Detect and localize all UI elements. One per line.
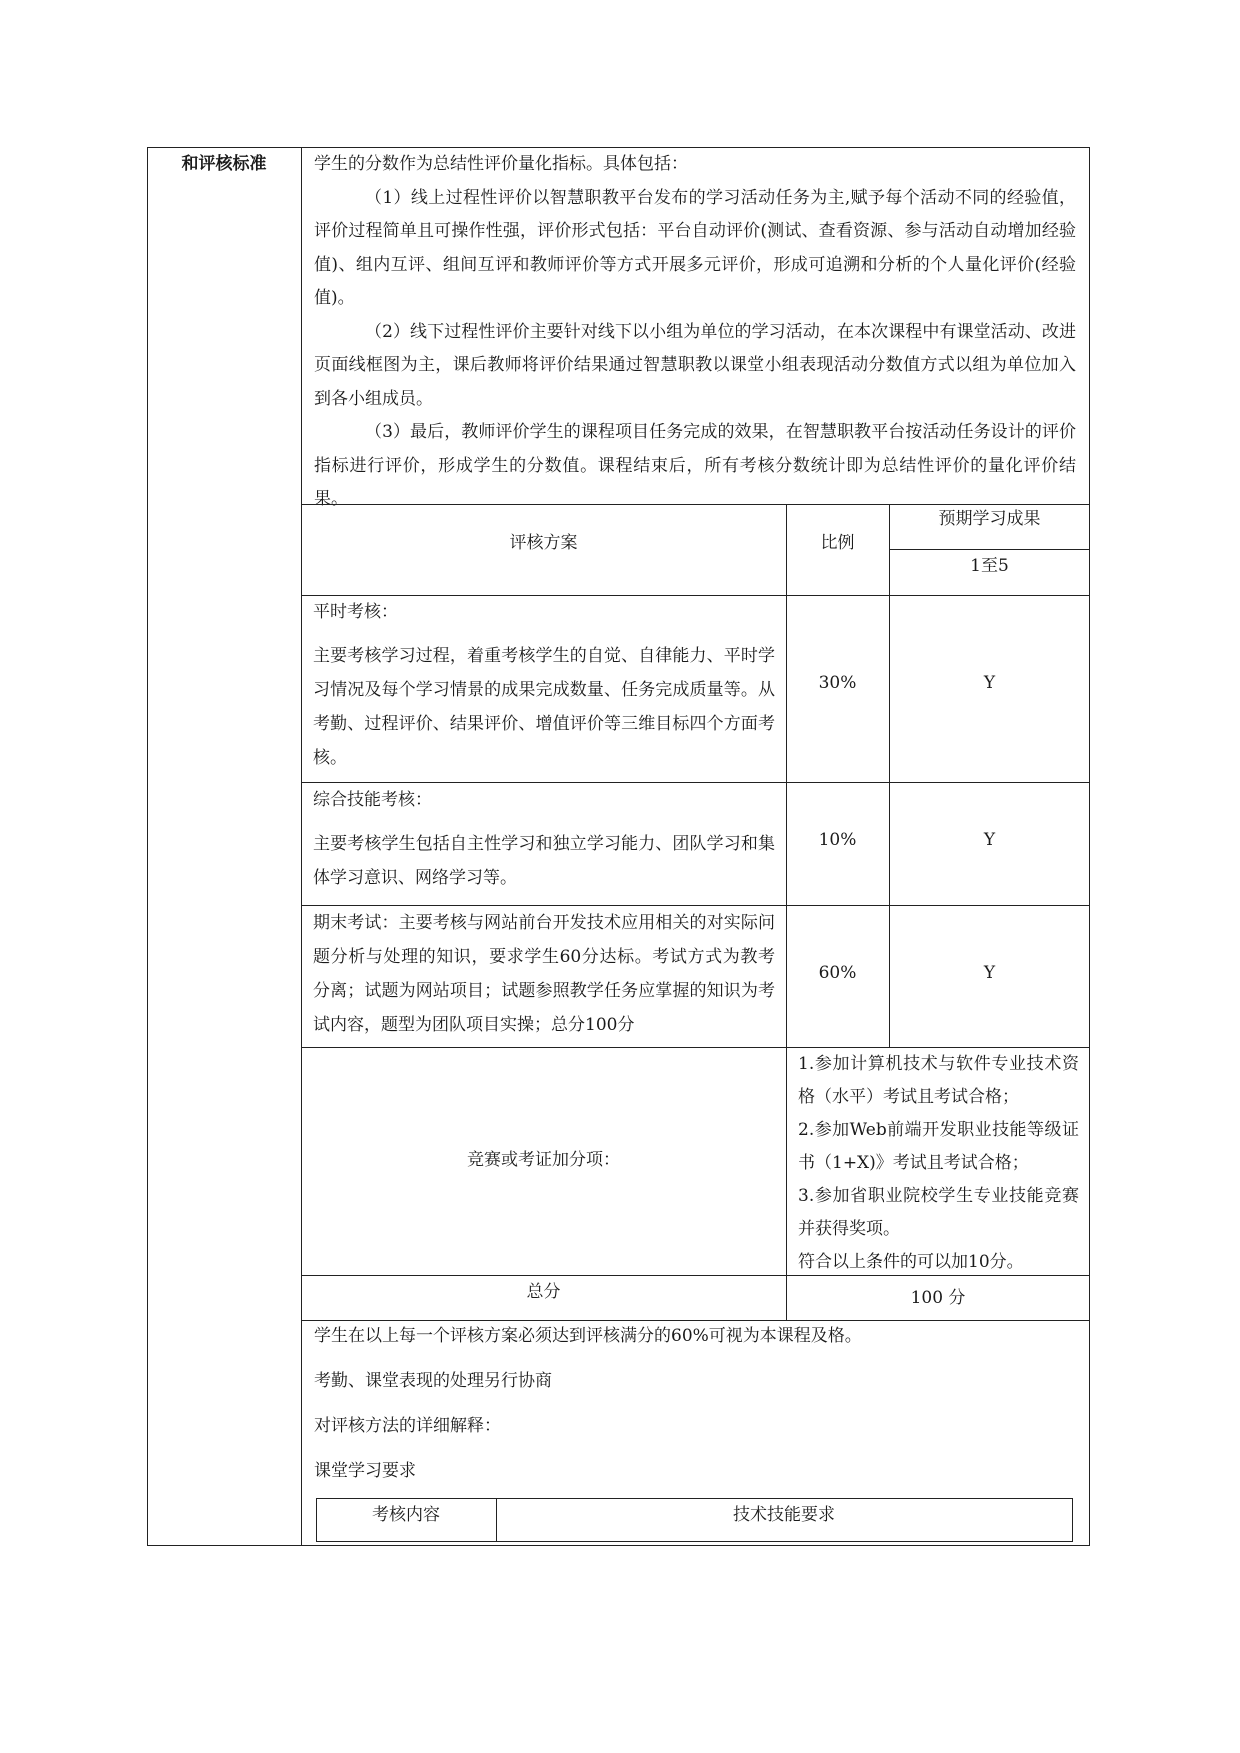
- section-label: 和评核标准: [181, 154, 267, 174]
- bonus-item-1: 1.参加计算机技术与软件专业技术资格（水平）考试且考试合格；: [798, 1054, 1079, 1107]
- row-skill-title: 综合技能考核：: [313, 790, 432, 810]
- item-paragraph-2: （2）线下过程性评价主要针对线下以小组为单位的学习活动，在本次课程中有课堂活动、改进页面线框图为主，课后教师将评价结果通过智慧职教以课堂小组表现活动分数值方式以组为单位加入到各小组成员。: [314, 321, 1076, 409]
- row-regular-ratio: 30%: [818, 673, 857, 693]
- row-final-outcome: Y: [983, 963, 996, 983]
- bonus-item-3: 3.参加省职业院校学生专业技能竞赛并获得奖项。: [798, 1186, 1079, 1239]
- bonus-items: [798, 1048, 1079, 1279]
- row-final-desc: 期末考试：主要考核与网站前台开发技术应用相关的对实际问题分析与处理的知识，要求学生60分达标。考试方式为教考分离；试题为网站项目；试题参照教学任务应掌握的知识为考试内容，题型为团队项目实操；总分100分: [313, 913, 775, 1035]
- row-skill-outcome: Y: [983, 830, 996, 850]
- bonus-item-4: 符合以上条件的可以加10分。: [798, 1252, 1024, 1272]
- total-label: 总分: [526, 1282, 561, 1302]
- row-skill-desc: 主要考核学生包括自主性学习和独立学习能力、团队学习和集体学习意识、网络学习等。: [313, 834, 775, 888]
- note-attendance: 考勤、课堂表现的处理另行协商: [314, 1371, 552, 1391]
- header-outcome-range: 1至5: [970, 556, 1009, 576]
- header-outcome: 预期学习成果: [938, 509, 1041, 529]
- note-pass-requirement: 学生在以上每一个评核方案必须达到评核满分的60%可视为本课程及格。: [314, 1326, 862, 1346]
- item-paragraph-3: （3）最后，教师评价学生的课程项目任务完成的效果，在智慧职教平台按活动任务设计的评价指标进行评价，形成学生的分数值。课程结束后，所有考核分数统计即为总结性评价的量化评价结果。: [314, 422, 1076, 509]
- header-ratio: 比例: [820, 533, 855, 553]
- row-regular-outcome: Y: [983, 673, 996, 693]
- item-paragraph-1: （1）线上过程性评价以智慧职教平台发布的学习活动任务为主,赋予每个活动不同的经验值，评价过程简单且可操作性强，评价形式包括：平台自动评价(测试、查看资源、参与活动自动增加经验值)、组内互评、组间互评和教师评价等方式开展多元评价，形成可追溯和分析的个人量化评价(经验值)。: [314, 187, 1076, 308]
- row-regular-title: 平时考核：: [313, 602, 398, 622]
- bonus-item-2: 2.参加Web前端开发职业技能等级证书（1+X)》考试且考试合格；: [798, 1120, 1079, 1173]
- note-explanation-heading: 对评核方法的详细解释：: [314, 1416, 501, 1436]
- assessment-description: [314, 148, 1076, 517]
- row-final-ratio: 60%: [818, 963, 857, 983]
- sub-table-col-content: 考核内容: [372, 1505, 440, 1525]
- total-value: 100 分: [910, 1288, 966, 1308]
- bonus-label: 竞赛或考证加分项：: [467, 1150, 620, 1170]
- row-skill-ratio: 10%: [818, 830, 857, 850]
- sub-table-col-skills: 技术技能要求: [733, 1505, 835, 1525]
- intro-paragraph: 学生的分数作为总结性评价量化指标。具体包括：: [314, 154, 688, 174]
- header-scheme: 评核方案: [509, 533, 578, 553]
- note-classroom-requirements: 课堂学习要求: [314, 1461, 416, 1481]
- row-regular-desc: 主要考核学习过程，着重考核学生的自觉、自律能力、平时学习情况及每个学习情景的成果完成数量、任务完成质量等。从考勤、过程评价、结果评价、增值评价等三维目标四个方面考核。: [313, 646, 775, 768]
